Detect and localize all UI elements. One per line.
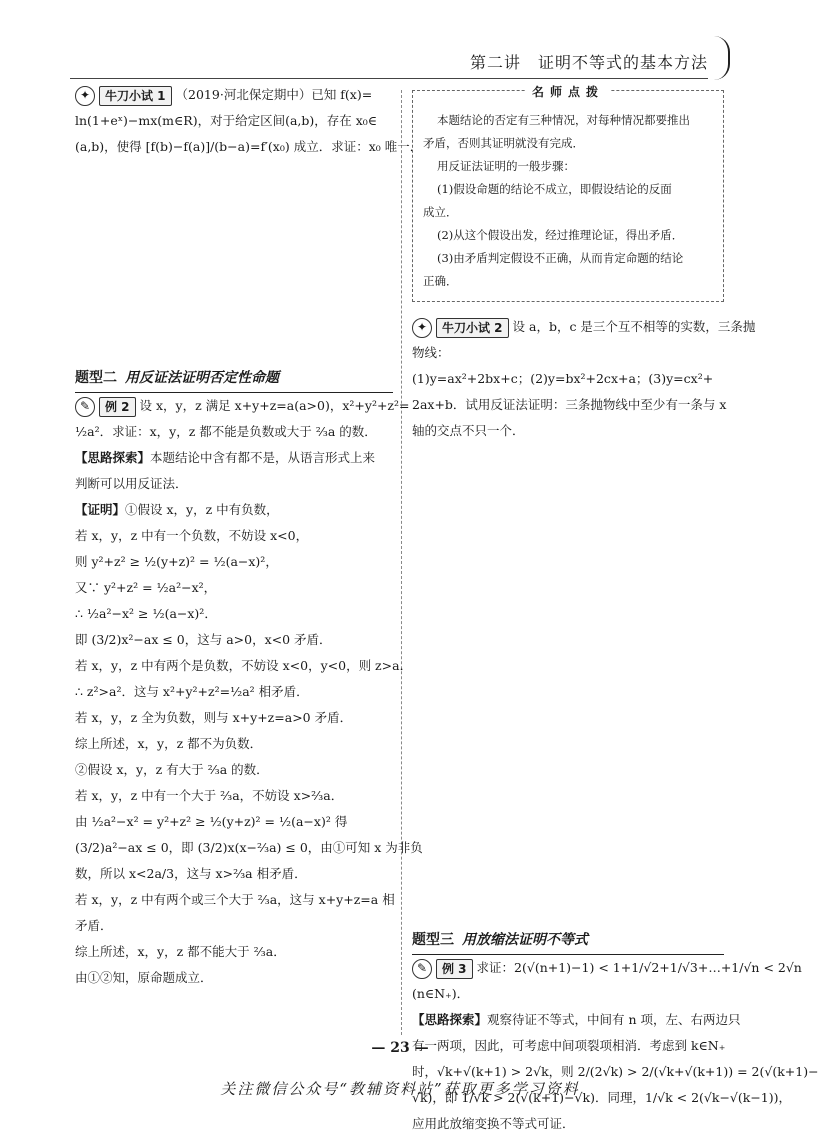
pencil-icon: ✎ xyxy=(412,959,432,979)
example-3-line: (n∈N₊)． xyxy=(412,986,470,1001)
example-3-tag: ✎ 例 3 xyxy=(412,959,473,979)
proof-line: ∴ z²>a²．这与 x²+y²+z²=½a² 相矛盾． xyxy=(75,684,309,699)
footer-promo: 关注微信公众号“教辅资料站”获取更多学习资料 xyxy=(220,1080,580,1098)
proof-line: 即 (3/2)x²−ax ≤ 0，这与 a>0，x<0 矛盾． xyxy=(75,632,332,647)
tip-line: 正确． xyxy=(423,274,458,288)
proof-line: 综上所述，x，y，z 都不能大于 ⅔a． xyxy=(75,944,286,959)
tip-line: (2)从这个假设出发，经过推理论证，得出矛盾． xyxy=(437,228,684,242)
idea-line-1: 判断可以用反证法． xyxy=(75,476,188,491)
proof-line: 数，所以 x<2a/3，这与 x>⅔a 相矛盾． xyxy=(75,866,307,881)
tip-title: 名师点拨 xyxy=(526,81,610,104)
header-bracket-decoration xyxy=(714,36,730,80)
proof-line: 若 x，y，z 中有一个负数，不妨设 x<0， xyxy=(75,528,309,543)
right-column xyxy=(412,85,819,1137)
trial-1-line-2: (a,b)，使得 [f(b)−f(a)]/(b−a)=f′(x₀) 成立．求证：x₀ 唯一． xyxy=(75,139,423,154)
idea-line: 时，√k+√(k+1) > 2√k，则 2/(2√k) > 2/(√k+√(k+1)) = 2(√(k+1)− xyxy=(412,1064,819,1079)
example-3-line-0: 求证：2(√(n+1)−1) < 1+1/√2+1/√3+…+1/√n < 2√n xyxy=(476,960,802,975)
trial-2-line: (1)y=ax²+2bx+c；(2)y=bx²+2cx+a；(3)y=cx²+ xyxy=(412,371,714,386)
proof-line: 综上所述，x，y，z 都不为负数． xyxy=(75,736,263,751)
example-2-line-0: 设 x，y，z 满足 x+y+z=a(a>0)，x²+y²+z²= xyxy=(139,398,410,413)
proof-line: 由 ½a²−x² = y²+z² ≥ ½(y+z)² = ½(a−x)² 得 xyxy=(75,814,348,829)
example-2-line-1: ½a²．求证：x，y，z 都不能是负数或大于 ⅔a 的数． xyxy=(75,424,377,439)
tip-line: (3)由矛盾判定假设不正确，从而肯定命题的结论 xyxy=(437,251,684,265)
tip-line: 用反证法证明的一般步骤： xyxy=(437,159,575,173)
idea-line-0: 观察待证不等式，中间有 n 项，左、右两边只 xyxy=(487,1012,741,1027)
proof-line: 若 x，y，z 全为负数，则与 x+y+z=a>0 矛盾． xyxy=(75,710,353,725)
idea-line: 有一两项，因此，可考虑中间项裂项相消．考虑到 k∈N₊ xyxy=(412,1038,726,1053)
pencil-icon: ✎ xyxy=(75,397,95,417)
proof-line-0: ①假设 x，y，z 中有负数， xyxy=(125,502,279,517)
column-divider xyxy=(401,90,402,1035)
idea-label: 【思路探索】 xyxy=(412,1012,488,1027)
example-2-tag: ✎ 例 2 xyxy=(75,397,136,417)
idea-line: √k)，即 1/√k > 2(√(k+1)−√k)．同理，1/√k < 2(√k−√(k−1))， xyxy=(412,1090,792,1105)
proof-line: 又∵ y²+z² = ½a²−x²， xyxy=(75,580,217,595)
trial-1-line-0: （2019·河北保定期中）已知 f(x)= xyxy=(175,87,373,102)
page-number: — 23 — xyxy=(371,1040,429,1056)
star-icon: ✦ xyxy=(412,318,432,338)
proof-line: (3/2)a²−ax ≤ 0，即 (3/2)x(x−⅔a) ≤ 0，由①可知 x 为非负 xyxy=(75,840,423,855)
tip-line: 矛盾，否则其证明就没有完成． xyxy=(423,136,584,150)
idea-line-0: 本题结论中含有都不是，从语言形式上来 xyxy=(150,450,376,465)
page-header xyxy=(0,0,800,80)
idea-label: 【思路探索】 xyxy=(75,450,151,465)
chapter-title: 第二讲 证明不等式的基本方法 xyxy=(469,53,708,72)
section-heading-2: 题型二 用反证法证明否定性命题 xyxy=(75,366,393,393)
trial-2-tag: ✦ 牛刀小试 2 xyxy=(412,318,509,338)
tip-line: (1)假设命题的结论不成立，即假设结论的反面 xyxy=(437,182,672,196)
idea-line: 应用此放缩变换不等式可证． xyxy=(412,1116,575,1131)
proof-line: 则 y²+z² ≥ ½(y+z)² = ½(a−x)²， xyxy=(75,554,278,569)
trial-2 xyxy=(412,314,756,444)
proof-line: 若 x，y，z 中有一个大于 ⅔a，不妨设 x>⅔a． xyxy=(75,788,344,803)
proof-line: ∴ ½a²−x² ≥ ½(a−x)²． xyxy=(75,606,217,621)
trial-2-line: 物线： xyxy=(412,345,450,360)
proof-line: 若 x，y，z 中有两个是负数，不妨设 x<0，y<0，则 z>a． xyxy=(75,658,413,673)
teacher-tip-box xyxy=(412,85,724,302)
example-2 xyxy=(75,393,423,991)
trial-1 xyxy=(75,82,423,160)
proof-line: 若 x，y，z 中有两个或三个大于 ⅔a，这与 x+y+z=a 相 xyxy=(75,892,395,907)
section-heading-3: 题型三 用放缩法证明不等式 xyxy=(412,928,724,955)
tip-line: 成立． xyxy=(423,205,458,219)
header-rule xyxy=(70,78,708,79)
proof-label: 【证明】 xyxy=(75,502,126,517)
trial-2-line: 2ax+b．试用反证法证明：三条抛物线中至少有一条与 x xyxy=(412,397,727,412)
trial-2-line: 轴的交点不只一个． xyxy=(412,423,525,438)
proof-line: 矛盾． xyxy=(75,918,113,933)
left-column xyxy=(75,82,423,991)
trial-2-line-0: 设 a，b，c 是三个互不相等的实数，三条抛 xyxy=(512,319,756,334)
star-icon: ✦ xyxy=(75,86,95,106)
proof-line: ②假设 x，y，z 有大于 ⅔a 的数． xyxy=(75,762,269,777)
trial-1-tag: ✦ 牛刀小试 1 xyxy=(75,86,172,106)
tip-line: 本题结论的否定有三种情况，对每种情况都要推出 xyxy=(437,113,690,127)
proof-line: 由①②知，原命题成立． xyxy=(75,970,213,985)
trial-1-line-1: ln(1+eˣ)−mx(m∈R)，对于给定区间(a,b)，存在 x₀∈ xyxy=(75,113,378,128)
